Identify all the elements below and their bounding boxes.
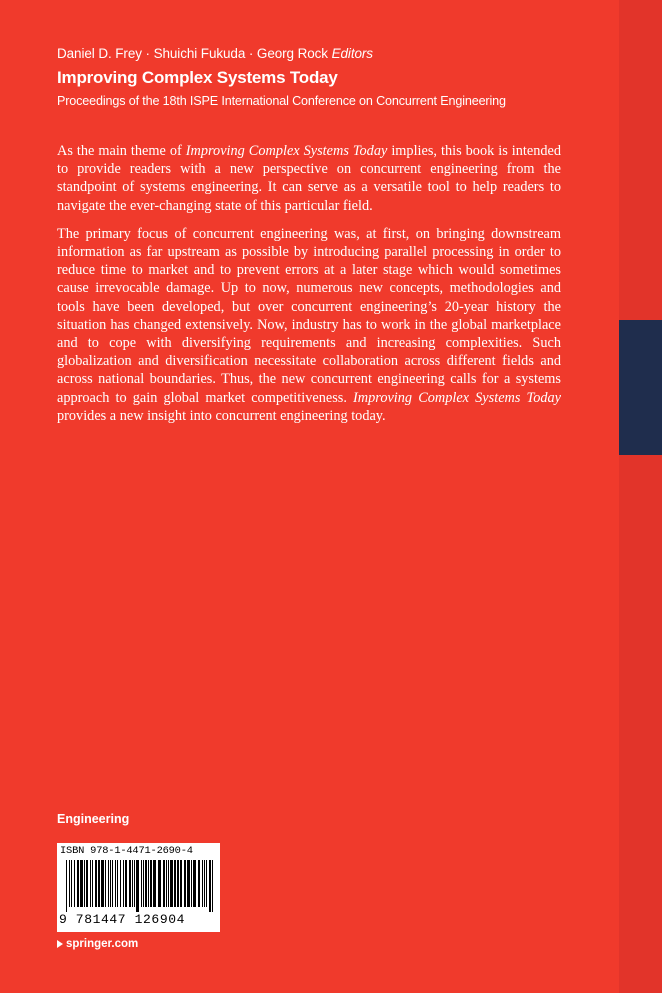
book-title: Improving Complex Systems Today [57, 68, 338, 87]
editors-line [57, 46, 373, 61]
barcode-bar [212, 860, 213, 912]
barcode-bar [209, 860, 211, 912]
barcode-bar [110, 860, 111, 907]
italic-title-ref: Improving Complex Systems Today [185, 143, 388, 159]
barcode-bar [198, 860, 200, 907]
barcode-bar [187, 860, 190, 907]
barcode-bar [163, 860, 165, 907]
barcode-bar [148, 860, 149, 907]
isbn-label: ISBN 978-1-4471-2690-4 [60, 845, 193, 857]
barcode-bar [150, 860, 152, 907]
barcode-bar [71, 860, 72, 907]
barcode-bar [168, 860, 169, 907]
barcode-bar [134, 860, 135, 907]
barcode-bar [86, 860, 88, 907]
barcode-bar [180, 860, 182, 907]
barcode-bar [115, 860, 116, 907]
italic-title-ref: Improving Complex Systems Today [353, 389, 561, 406]
barcode-bar [108, 860, 109, 907]
barcode-bar [80, 860, 83, 907]
barcode-bar [120, 860, 121, 907]
barcode-bar [170, 860, 173, 907]
barcode-bar [153, 860, 156, 907]
barcode-bar [95, 860, 97, 907]
barcode-bar [191, 860, 192, 907]
barcode-bars [60, 860, 217, 912]
barcode-bar [77, 860, 79, 907]
barcode-bar [105, 860, 106, 907]
barcode-bar [204, 860, 205, 907]
publisher-link-text[interactable]: springer.com [66, 938, 139, 950]
subject-category: Engineering [57, 812, 130, 826]
barcode-bar [177, 860, 179, 907]
barcode-bar [66, 860, 67, 912]
barcode-bar [69, 860, 70, 907]
book-description [57, 142, 561, 435]
description-paragraph-2: The primary focus of concurrent engineering was, at first, on bringing downstream information as far upstream as possible by introducing parallel processing in order to reduce time to market and to prevent errors at a later stage which would sometimes cause irrevocable damage. Up to now, numerous new concepts, methodologies and tools have been developed, but over concurrent engineering’s 20-year history the situation has changed extensively. Now, industry has to work in the global marketplace and to cope with diversifying requirements and increasing complexities. Such globalization and diversification necessitate collaboration across different fields and across national boundaries. Thus, the new concurrent engineering calls for a systems approach to gain global market competitiveness. Improving Complex Systems Today provides a new insight into concurrent engineering today. [57, 225, 561, 424]
isbn-barcode [57, 843, 220, 932]
barcode-bar [145, 860, 147, 907]
barcode-bar [123, 860, 124, 907]
arrow-right-icon [57, 940, 63, 948]
barcode-bar [184, 860, 186, 907]
spine-color-band [619, 320, 662, 455]
barcode-digits: 9 781447 126904 [59, 912, 186, 927]
barcode-bar [125, 860, 127, 907]
spine-edge [619, 0, 662, 993]
barcode-bar [202, 860, 203, 907]
barcode-bar [206, 860, 207, 907]
barcode-bar [136, 860, 139, 912]
barcode-bar [90, 860, 91, 907]
publisher-link[interactable] [57, 938, 138, 950]
book-subtitle: Proceedings of the 18th ISPE International Conference on Concurrent Engineering [57, 94, 506, 108]
barcode-bar [129, 860, 131, 907]
barcode-bar [98, 860, 100, 907]
barcode-bar [143, 860, 144, 907]
barcode-bar [101, 860, 104, 907]
barcode-bar [92, 860, 93, 907]
barcode-bar [166, 860, 167, 907]
barcode-bar [132, 860, 133, 907]
barcode-bar [117, 860, 118, 907]
barcode-bar [193, 860, 196, 907]
barcode-bar [74, 860, 75, 907]
barcode-bar [84, 860, 85, 907]
barcode-bar [141, 860, 142, 907]
editor-names: Daniel D. Frey · Shuichi Fukuda · Georg Rock [57, 46, 328, 61]
description-paragraph-1: As the main theme of Improving Complex Systems Today implies, this book is intended to provide readers with a new perspective on concurrent engineering from the standpoint of systems engineering. It can serve as a versatile tool to help readers to navigate the ever-changing state of this particular field. [57, 143, 561, 214]
barcode-bar [112, 860, 113, 907]
barcode-bar [174, 860, 176, 907]
barcode-bar [158, 860, 161, 907]
editors-role: Editors [331, 46, 373, 61]
